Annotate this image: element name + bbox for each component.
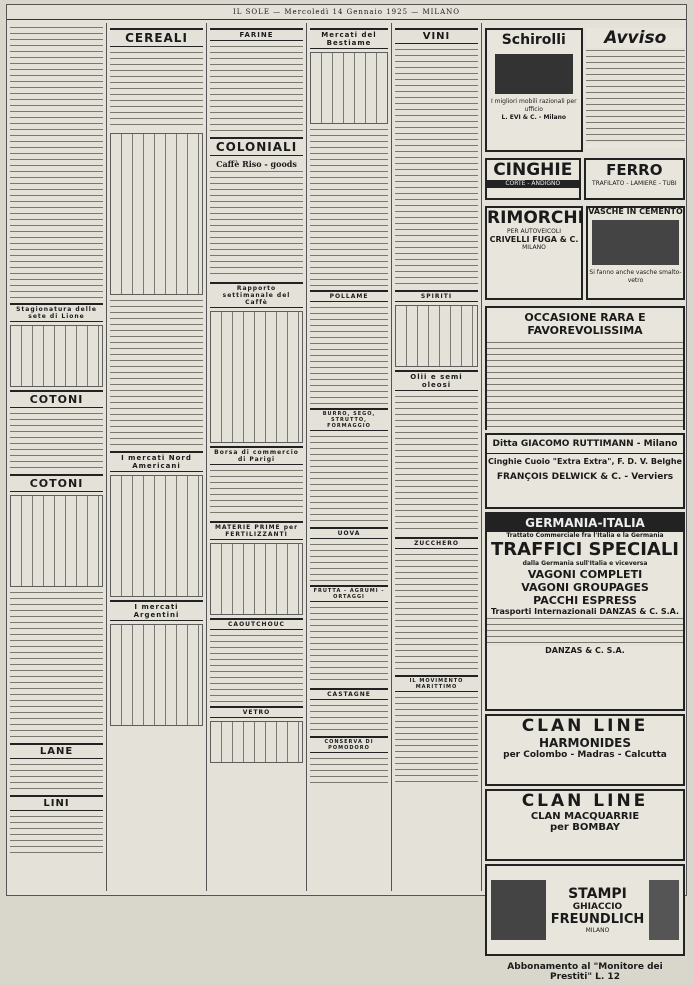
vagoni-completi: VAGONI COMPLETI bbox=[527, 568, 643, 581]
cotoni-heading: COTONI bbox=[10, 390, 103, 408]
occasione-title: OCCASIONE RARA E FAVOREVOLISSIMA bbox=[524, 311, 646, 337]
castagne-text bbox=[310, 703, 388, 733]
cinghie-sub: CORTE - ANDIGNO bbox=[487, 180, 579, 188]
uova-text bbox=[310, 542, 388, 582]
uova-heading: UOVA bbox=[310, 527, 388, 539]
clan2-ship: CLAN MACQUARRIE bbox=[530, 811, 640, 822]
bear-illustration bbox=[491, 880, 546, 940]
borsa-parigi-heading: Borsa di commercio di Parigi bbox=[210, 446, 303, 465]
lane-text bbox=[10, 762, 103, 792]
abbonamento-ad: Abbonamento al "Monitore dei Prestiti" L. 12 bbox=[507, 962, 663, 982]
traffici-title: TRAFFICI SPECIALI bbox=[491, 539, 679, 560]
vasche-ad bbox=[586, 206, 685, 300]
caoutchouc-heading: CAOUTCHOUC bbox=[210, 618, 303, 630]
castagne-heading: CASTAGNE bbox=[310, 688, 388, 700]
vasche-sub: Si fanno anche vasche smalto-vetro bbox=[589, 269, 682, 284]
bestiame-table bbox=[310, 52, 388, 124]
vini-heading: VINI bbox=[395, 28, 478, 44]
column-2 bbox=[107, 23, 207, 891]
ferro-sub: TRAFILATO - LAMIERE - TUBI bbox=[591, 180, 677, 187]
schirolli-ad bbox=[485, 28, 583, 152]
column-4 bbox=[307, 23, 392, 891]
tank-illustration bbox=[592, 220, 679, 265]
zucchero-text bbox=[395, 552, 478, 672]
cotoni-text bbox=[10, 411, 103, 471]
stagionatura-table bbox=[10, 325, 103, 387]
germania-ad bbox=[485, 512, 685, 711]
bestiame-text bbox=[310, 127, 388, 287]
olii-text bbox=[395, 394, 478, 534]
borsa-parigi-text bbox=[210, 468, 303, 518]
conserva-heading: CONSERVA DI POMODORO bbox=[310, 736, 388, 753]
avviso-title: Avviso bbox=[604, 28, 667, 48]
vetro-heading: VETRO bbox=[210, 706, 303, 718]
stampi-title: STAMPI bbox=[568, 885, 627, 902]
spiriti-heading: SPIRITI bbox=[395, 290, 478, 302]
caoutchouc-text bbox=[210, 633, 303, 703]
materie-prime-table bbox=[210, 543, 303, 615]
desk-illustration bbox=[495, 54, 573, 94]
argentini-table bbox=[110, 624, 203, 726]
danzas-name: DANZAS & C. S.A. bbox=[545, 646, 625, 655]
cotoni-table bbox=[10, 495, 103, 587]
lini-heading: LINI bbox=[10, 795, 103, 811]
pacchi-express: PACCHI ESPRESS bbox=[533, 594, 637, 607]
trasporti-title: Trasporti Internazionali DANZAS & C. S.A. bbox=[490, 607, 680, 616]
rimorchi-ad bbox=[485, 206, 583, 300]
movimento-text bbox=[395, 695, 478, 785]
clan1-ship: HARMONIDES bbox=[538, 736, 632, 750]
farine-heading: FARINE bbox=[210, 28, 303, 41]
germania-text bbox=[487, 616, 683, 646]
article-body bbox=[10, 25, 103, 300]
ads-column bbox=[482, 23, 688, 982]
spiriti-table bbox=[395, 305, 478, 367]
column-1 bbox=[7, 23, 107, 891]
germania-title: GERMANIA-ITALIA bbox=[487, 514, 683, 532]
clan1-title: CLAN LINE bbox=[521, 716, 649, 736]
coloniali-subheading: Caffè Riso - goods bbox=[216, 159, 297, 169]
vasche-title: VASCHE IN CEMENTO bbox=[588, 207, 683, 216]
schirolli-tagline: I migliori mobili razionali per ufficio bbox=[490, 98, 577, 113]
avviso-ad bbox=[586, 28, 685, 148]
zucchero-heading: ZUCCHERO bbox=[395, 537, 478, 549]
farine-text bbox=[210, 44, 303, 134]
avviso-text bbox=[586, 48, 685, 143]
cereali-text bbox=[110, 50, 203, 130]
clan2-title: CLAN LINE bbox=[521, 791, 649, 811]
rimorchi-company: CRIVELLI FUGA & C. bbox=[489, 235, 579, 244]
ruttimann-rep: FRANÇOIS DELWICK & C. - Verviers bbox=[496, 472, 674, 482]
burro-text bbox=[310, 434, 388, 524]
cinghie-ad bbox=[485, 158, 581, 200]
cereali-more-text bbox=[110, 298, 203, 448]
rapporto-caffe-heading: Rapporto settimanale del Caffè bbox=[210, 282, 303, 308]
nordamericani-table bbox=[110, 475, 203, 597]
traffici-sub: dalla Germania sull'Italia e viceversa bbox=[522, 560, 648, 567]
cereali-heading: CEREALI bbox=[110, 28, 203, 47]
clan2-route: per BOMBAY bbox=[549, 822, 621, 833]
ruttimann-title: Ditta GIACOMO RUTTIMANN - Milano bbox=[487, 435, 683, 454]
cinghie-title: CINGHIE bbox=[493, 160, 573, 180]
occasione-ad bbox=[485, 306, 685, 430]
rimorchi-title: RIMORCHI bbox=[487, 208, 584, 228]
argentini-heading: I mercati Argentini bbox=[110, 600, 203, 621]
lane-heading: LANE bbox=[10, 743, 103, 759]
stampi-ad bbox=[485, 864, 685, 956]
burro-heading: BURRO, SEGO, STRUTTO, FORMAGGIO bbox=[310, 408, 388, 431]
rapporto-caffe-table bbox=[210, 311, 303, 443]
clan-line-ad-1 bbox=[485, 714, 685, 786]
stampi-city: MILANO bbox=[585, 926, 610, 934]
ruttimann-ad bbox=[485, 433, 685, 509]
stampi-brand: FREUNDLICH bbox=[550, 911, 645, 927]
newspaper-page bbox=[6, 4, 687, 982]
cotoni2-heading: COTONI bbox=[10, 474, 103, 492]
stagionatura-heading: Stagionatura delle sete di Lione bbox=[10, 303, 103, 322]
stampi-sub: GHIACCIO bbox=[572, 901, 623, 912]
frutta-text bbox=[310, 605, 388, 685]
pollame-heading: POLLAME bbox=[310, 290, 388, 302]
germania-line1: Trattato Commerciale fra l'Italia e la Germania bbox=[506, 532, 664, 539]
page-header: IL SOLE — Mercoledì 14 Gennaio 1925 — MILANO bbox=[7, 5, 686, 20]
ferro-title: FERRO bbox=[606, 161, 663, 179]
rimorchi-sub: PER AUTOVEICOLI bbox=[507, 228, 561, 235]
occasione-text bbox=[487, 340, 683, 430]
vini-text bbox=[395, 47, 478, 287]
vagoni-groupages: VAGONI GROUPAGES bbox=[521, 581, 649, 594]
schirolli-contact: L. EVI & C. - Milano bbox=[501, 114, 566, 121]
conserva-text bbox=[310, 756, 388, 786]
coloniali-text bbox=[210, 169, 303, 279]
schirolli-name: Schirolli bbox=[501, 32, 566, 48]
lini-text bbox=[10, 814, 103, 854]
mercati-bestiame-heading: Mercati del Bestiame bbox=[310, 28, 388, 49]
olii-heading: Olii e semi oleosi bbox=[395, 370, 478, 391]
clan-line-ad-2 bbox=[485, 789, 685, 861]
ferro-ad bbox=[584, 158, 685, 200]
ruttimann-product: Cinghie Cuoio "Extra Extra", F. D. V. Belghe bbox=[488, 457, 682, 466]
rimorchi-city: MILANO bbox=[522, 244, 546, 251]
vetro-table bbox=[210, 721, 303, 763]
pollame-text bbox=[310, 305, 388, 405]
frutta-heading: FRUTTA - AGRUMI - ORTAGGI bbox=[310, 585, 388, 602]
cereali-table bbox=[110, 133, 203, 295]
coloniali-heading: COLONIALI bbox=[210, 137, 303, 156]
clan1-route: per Colombo - Madras - Calcutta bbox=[503, 750, 667, 760]
nordamericani-heading: I mercati Nord Americani bbox=[110, 451, 203, 472]
materie-prime-heading: MATERIE PRIME per FERTILIZZANTI bbox=[210, 521, 303, 540]
cotoni-more-text bbox=[10, 590, 103, 740]
movimento-heading: IL MOVIMENTO MARITTIMO bbox=[395, 675, 478, 692]
column-5 bbox=[392, 23, 482, 891]
column-3 bbox=[207, 23, 307, 891]
ice-mold-illustration bbox=[649, 880, 679, 940]
